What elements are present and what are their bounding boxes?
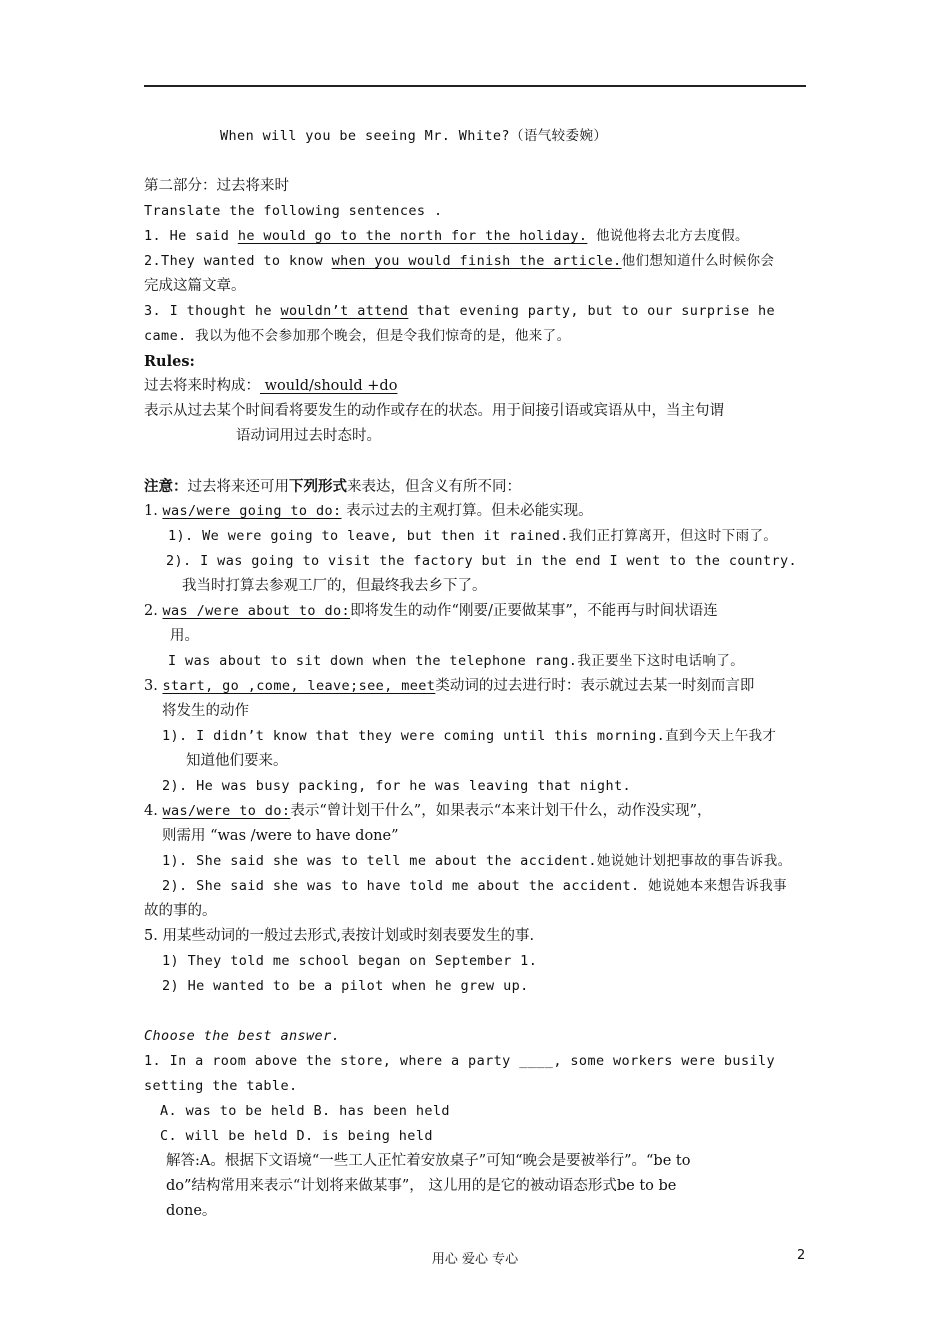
note-item-5-example-1: 1) They told me school began on September 1. bbox=[162, 953, 538, 969]
note-heading: 注意：过去将来还可用下列形式来表达，但含义有所不同： bbox=[144, 478, 521, 495]
options-c-d: C. will be held D. is being held bbox=[160, 1128, 433, 1144]
rule-usage-cont: 语动词用过去时态时。 bbox=[236, 428, 381, 444]
document-body bbox=[144, 124, 814, 1224]
sentence-example: When will you be seeing Mr. White?（语气较委婉） bbox=[220, 128, 608, 144]
translate-instruction: Translate the following sentences . bbox=[144, 203, 443, 219]
note-item-4-cont: 则需用 “was /were to have done” bbox=[162, 828, 399, 844]
translate-item-2-cont: 完成这篇文章。 bbox=[144, 278, 246, 294]
translate-item-2: 2.They wanted to know when you would finish the article.他们想知道什么时候你会 bbox=[144, 253, 775, 269]
note-item-1: 1. was/were going to do: 表示过去的主观打算。但未必能实现。 bbox=[144, 503, 593, 519]
rule-structure: 过去将来时构成： would/should +do bbox=[144, 378, 398, 394]
note-item-4-example-2-cont: 故的事的。 bbox=[144, 903, 217, 919]
note-item-3-example-1-cont: 知道他们要来。 bbox=[186, 753, 288, 769]
answer-line-1: 解答:A。根据下文语境“一些工人正忙着安放桌子”可知“晚会是要被举行”。“be to bbox=[166, 1153, 691, 1169]
note-item-3: 3. start, go ,come, leave;see, meet类动词的过去进行时：表示就过去某一时刻而言即 bbox=[144, 678, 755, 694]
answer-line-3: done。 bbox=[166, 1203, 217, 1219]
note-item-3-example-1: 1). I didn’t know that they were coming until this morning.直到今天上午我才 bbox=[162, 728, 777, 744]
rule-usage: 表示从过去某个时间看将要发生的动作或存在的状态。用于间接引语或宾语从中，当主句谓 bbox=[144, 403, 724, 419]
page-number: 2 bbox=[797, 1248, 806, 1263]
note-item-1-example-2-translation: 我当时打算去参观工厂的，但最终我去乡下了。 bbox=[182, 578, 487, 594]
translate-item-3: 3. I thought he wouldn’t attend that evening party, but to our surprise he bbox=[144, 303, 776, 319]
note-item-5-example-2: 2) He wanted to be a pilot when he grew up. bbox=[162, 978, 529, 994]
note-item-2-cont: 用。 bbox=[170, 628, 199, 644]
page-footer bbox=[0, 1248, 950, 1270]
note-item-2-example: I was about to sit down when the telephone rang.我正要坐下这时电话响了。 bbox=[168, 653, 745, 669]
note-item-3-example-2: 2). He was busy packing, for he was leaving that night. bbox=[162, 778, 632, 794]
note-item-4-example-1: 1). She said she was to tell me about the accident.她说她计划把事故的事告诉我。 bbox=[162, 853, 792, 869]
translate-item-3-cont: came. 我以为他不会参加那个晚会，但是令我们惊奇的是，他来了。 bbox=[144, 328, 571, 344]
note-item-5: 5. 用某些动词的一般过去形式,表按计划或时刻表要发生的事. bbox=[144, 928, 535, 944]
question-1-cont: setting the table. bbox=[144, 1078, 298, 1094]
footer-text: 用心 爱心 专心 bbox=[431, 1252, 519, 1267]
question-1: 1. In a room above the store, where a party ____, some workers were busily bbox=[144, 1053, 776, 1069]
options-a-b: A. was to be held B. has been held bbox=[160, 1103, 450, 1119]
translate-item-1: 1. He said he would go to the north for the holiday. 他说他将去北方去度假。 bbox=[144, 228, 749, 244]
rules-label: Rules: bbox=[144, 353, 195, 370]
section-title: 第二部分：过去将来时 bbox=[144, 178, 289, 194]
note-item-2: 2. was /were about to do:即将发生的动作“刚要/正要做某事”，不能再与时间状语连 bbox=[144, 603, 718, 619]
note-item-4-example-2: 2). She said she was to have told me about the accident. 她说她本来想告诉我事 bbox=[162, 878, 788, 894]
note-item-1-example-1: 1). We were going to leave, but then it rained.我们正打算离开，但这时下雨了。 bbox=[168, 528, 778, 544]
note-item-4: 4. was/were to do:表示“曾计划干什么”，如果表示“本来计划干什么，动作没实现”， bbox=[144, 803, 712, 819]
exercise-heading: Choose the best answer. bbox=[144, 1028, 341, 1044]
answer-line-2: do”结构常用来表示“计划将来做某事”， 这儿用的是它的被动语态形式be to be bbox=[166, 1178, 677, 1194]
header-rule bbox=[144, 85, 806, 87]
note-item-3-cont: 将发生的动作 bbox=[162, 703, 249, 719]
note-item-1-example-2: 2). I was going to visit the factory but in the end I went to the country. bbox=[166, 553, 798, 569]
